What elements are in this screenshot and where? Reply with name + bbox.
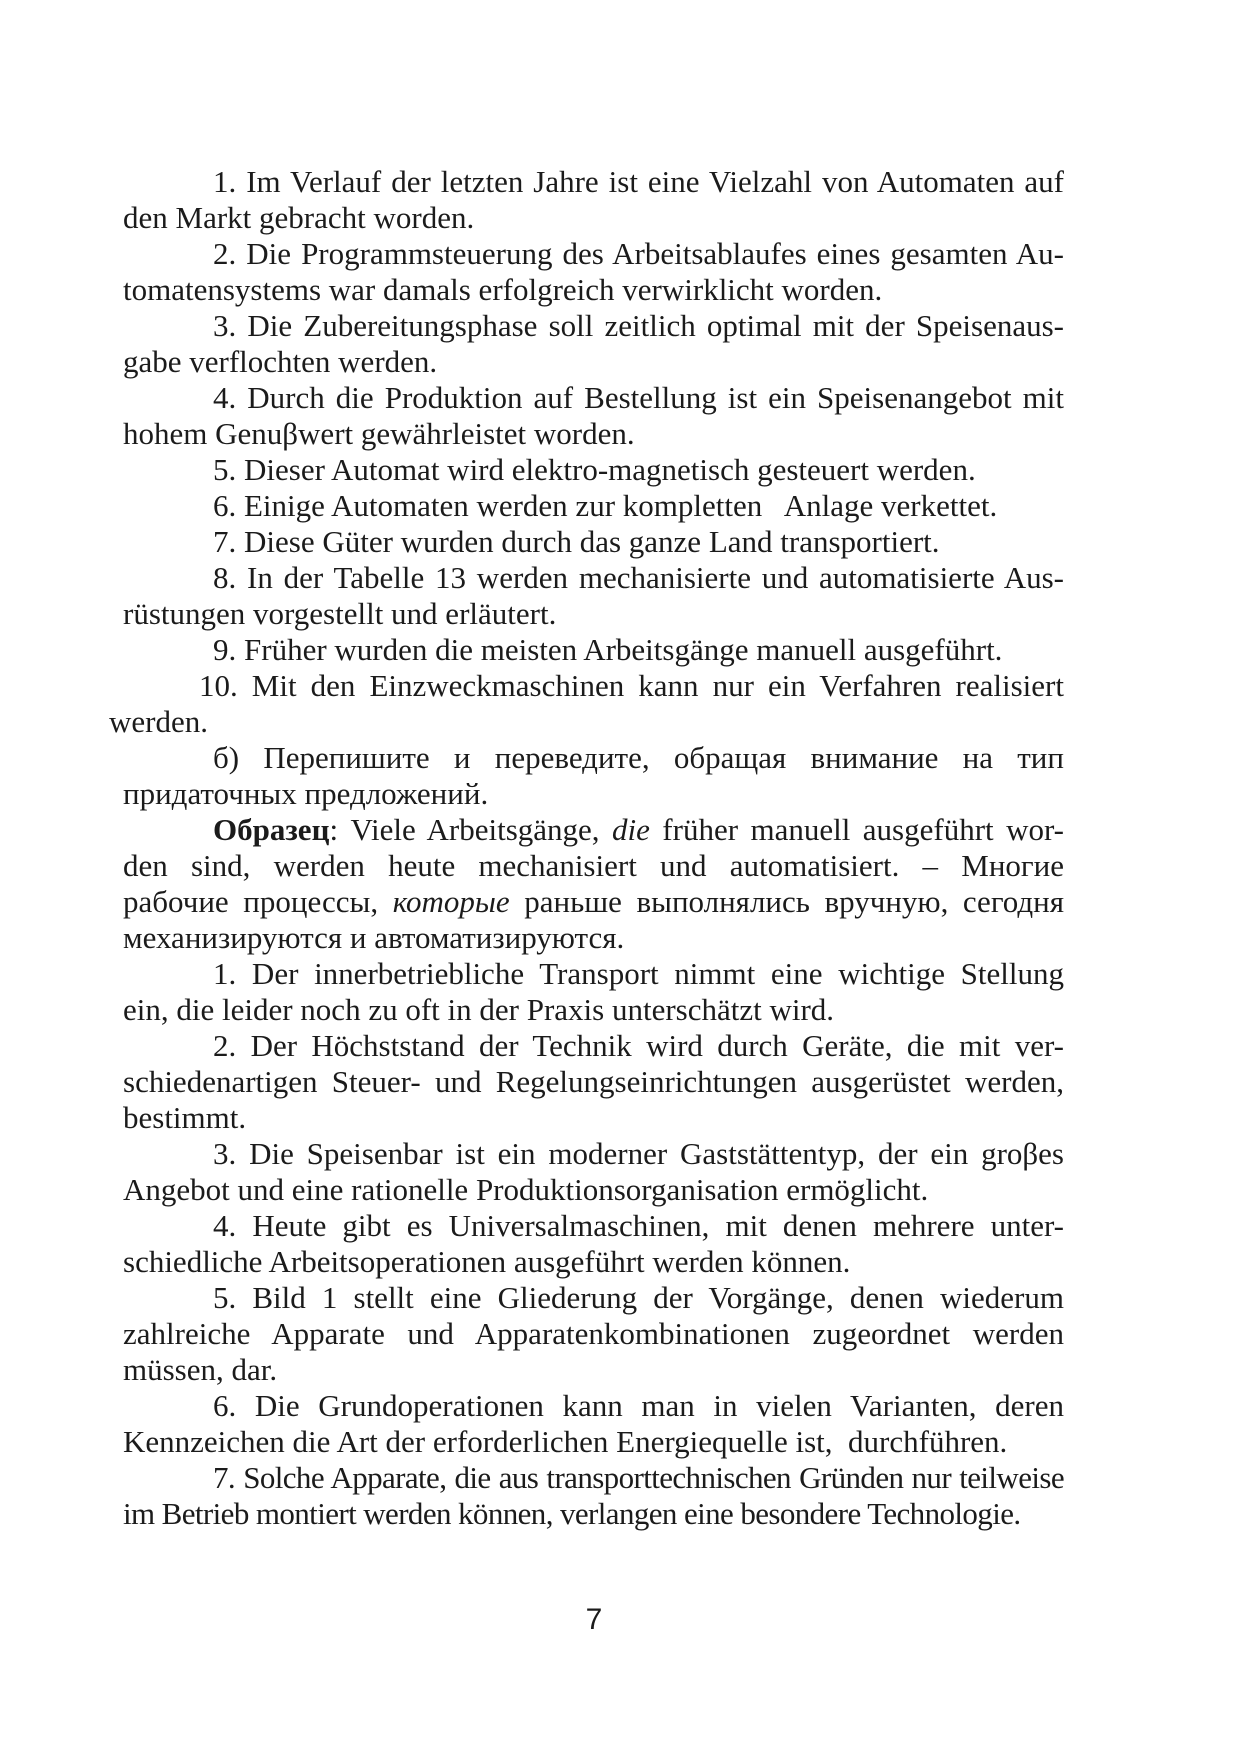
text-line: schiedenartigen Steuer- und Regelungseinrichtungen ausgerüstet werden, [123, 1064, 1064, 1099]
exercise-a-item-7 [123, 524, 1064, 560]
text-line: rüstungen vorgestellt und erläutert. [123, 596, 557, 631]
exercise-a-item-8 [123, 560, 1064, 632]
text-line: 5. Bild 1 stellt eine Gliederung der Vorgänge, denen wiederum [213, 1280, 1064, 1315]
text-line: schiedliche Arbeitsoperationen ausgeführt werden können. [123, 1244, 851, 1279]
text-line: 7. Solche Apparate, die aus transporttechnischen Gründen nur teilweise [213, 1460, 1064, 1495]
exercise-a-item-9 [123, 632, 1064, 668]
text-segment: раньше выполнялись вручную, сегодня [509, 884, 1064, 919]
text-line: 2. Der Höchststand der Technik wird durch Geräte, die mit ver- [213, 1028, 1064, 1063]
text-line: механизируются и автоматизируются. [123, 920, 625, 955]
text-line: den sind, werden heute mechanisiert und automatisiert. – Многие [123, 848, 1064, 883]
exercise-a-item-4 [123, 380, 1064, 452]
page-number: 7 [585, 1603, 603, 1636]
exercise-b-item-1 [123, 956, 1064, 1028]
exercise-b-item-6 [123, 1388, 1064, 1460]
text-line: zahlreiche Apparate und Apparatenkombinationen zugeordnet werden [123, 1316, 1064, 1351]
text-line: 9. Früher wurden die meisten Arbeitsgänge manuell ausgeführt. [213, 632, 1003, 667]
text-line: 4. Heute gibt es Universalmaschinen, mit denen mehrere unter- [213, 1208, 1064, 1243]
text-line: den Markt gebracht worden. [123, 200, 475, 235]
sample-label: Образец [213, 812, 330, 847]
emphasized-word: которые [392, 884, 510, 919]
exercise-b-item-4 [123, 1208, 1064, 1280]
text-line: 10. Mit den Einzweckmaschinen kann nur ein Verfahren realisiert [199, 668, 1064, 703]
exercise-b-item-7 [123, 1460, 1064, 1532]
text-line: 6. Einige Automaten werden zur kompletten Anlage verkettet. [213, 488, 998, 523]
text-line: im Betrieb montiert werden können, verlangen eine besondere Technologie. [123, 1496, 1021, 1531]
exercise-a [109, 164, 1064, 740]
exercise-a-item-5 [123, 452, 1064, 488]
text-line [123, 812, 1064, 848]
text-line: 4. Durch die Produktion auf Bestellung ist ein Speisenangebot mit [213, 380, 1064, 415]
text-line: б) Перепишите и переведите, обращая внимание на тип [213, 740, 1064, 775]
text-line: werden. [109, 704, 208, 739]
exercise-b-item-3 [123, 1136, 1064, 1208]
text-line: tomatensystems war damals erfolgreich verwirklicht worden. [123, 272, 883, 307]
text-line: 8. In der Tabelle 13 werden mechanisierte und automatisierte Aus- [213, 560, 1064, 595]
text-line: hohem Genuβwert gewährleistet worden. [123, 416, 635, 451]
exercise-a-item-10 [109, 668, 1064, 740]
text-line: 1. Der innerbetriebliche Transport nimmt eine wichtige Stellung [213, 956, 1064, 991]
exercise-b-instruction [123, 740, 1064, 812]
exercise-b-item-2 [123, 1028, 1064, 1136]
text-line: придаточных предложений. [123, 776, 489, 811]
text-segment: früher manuell ausgeführt wor- [649, 812, 1064, 847]
text-block [109, 164, 1064, 1532]
exercise-b-item-5 [123, 1280, 1064, 1388]
emphasized-word: die [611, 812, 650, 847]
exercise-a-item-3 [123, 308, 1064, 380]
exercise-a-item-2 [123, 236, 1064, 308]
text-segment: : Viele Arbeitsgänge, [329, 812, 612, 847]
text-segment: рабочие процессы, [123, 884, 393, 919]
text-line: 1. Im Verlauf der letzten Jahre ist eine Vielzahl von Automaten auf [213, 164, 1064, 199]
text-line [123, 884, 1064, 920]
text-line: müssen, dar. [123, 1352, 278, 1387]
text-line: 2. Die Programmsteuerung des Arbeitsablaufes eines gesamten Au- [213, 236, 1064, 271]
text-line: Kennzeichen die Art der erforderlichen Energiequelle ist, durchführen. [123, 1424, 1008, 1459]
text-line: 3. Die Zubereitungsphase soll zeitlich optimal mit der Speisenaus- [213, 308, 1064, 343]
text-line: 6. Die Grundoperationen kann man in vielen Varianten, deren [213, 1388, 1064, 1423]
text-line: Angebot und eine rationelle Produktionsorganisation ermöglicht. [123, 1172, 929, 1207]
exercise-b [123, 740, 1064, 1532]
text-line: 5. Dieser Automat wird elektro-magnetisch gesteuert werden. [213, 452, 976, 487]
exercise-a-item-1 [123, 164, 1064, 236]
text-line: 7. Diese Güter wurden durch das ganze Land transportiert. [213, 524, 940, 559]
text-line: 3. Die Speisenbar ist ein moderner Gaststättentyp, der ein groβes [213, 1136, 1064, 1171]
text-line: gabe verflochten werden. [123, 344, 438, 379]
exercise-b-sample [123, 812, 1064, 956]
exercise-a-item-6 [123, 488, 1064, 524]
text-line: ein, die leider noch zu oft in der Praxis unterschätzt wird. [123, 992, 835, 1027]
text-line: bestimmt. [123, 1100, 247, 1135]
